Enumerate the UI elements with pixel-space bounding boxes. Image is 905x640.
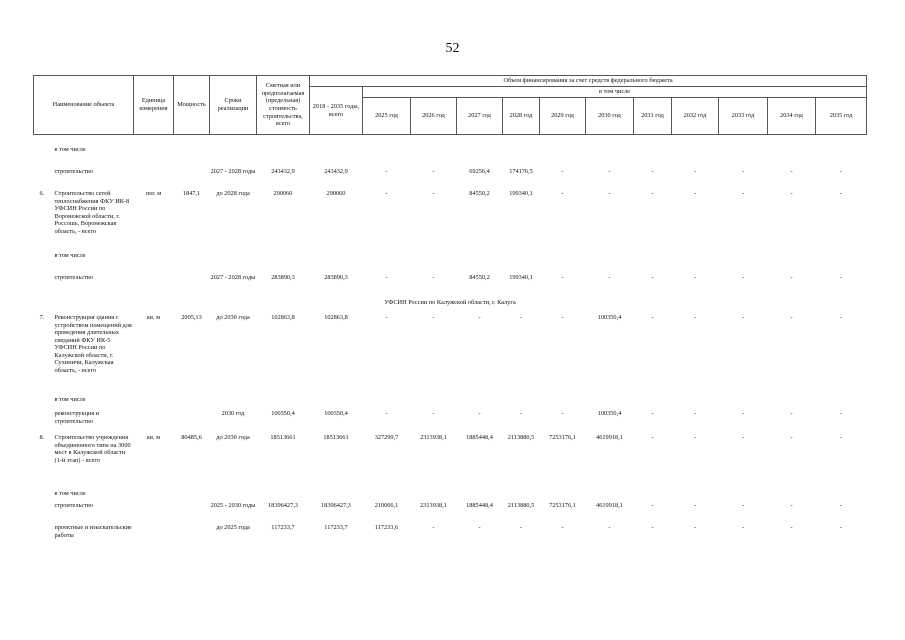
row-number-cell [34,251,54,273]
table-row [34,313,867,395]
unit-cell [134,167,174,189]
row-number-cell [34,409,54,433]
year-value-cell: - [519,410,523,417]
col-header-year: 2026 год [411,98,457,135]
year-value-cell: - [693,434,697,441]
year-value-cell: 199340,1 [509,190,533,197]
section-row [34,295,867,313]
row-name-cell: в том числе [54,490,86,497]
year-value-cell: - [840,274,843,281]
row-number-cell [34,523,54,545]
year-value-cell: - [432,314,435,321]
year-value-cell: - [561,524,564,531]
cost-cell: 283890,3 [271,274,295,281]
capacity-cell: 1847,1 [182,190,201,197]
year-value-cell: 2113880,5 [507,434,535,441]
year-value-cell: 2313938,1 [420,434,447,441]
year-value-cell: 199340,1 [509,274,533,281]
year-value-cell: 2313938,1 [420,502,447,509]
note-row [34,395,867,409]
year-value-cell: 210066,1 [374,502,399,509]
row-number-cell [34,145,54,167]
year-value-cell: - [840,410,843,417]
year-value-cell: - [741,168,745,175]
col-header-year: 2032 год [672,98,719,135]
col-header-period: Сроки реализации [210,76,257,135]
year-value-cell: - [790,502,793,509]
row-name-cell: строительство [54,502,93,509]
capacity-cell: 2005,13 [181,314,202,321]
year-value-cell: 84550,2 [469,190,490,197]
year-value-cell: - [608,190,611,197]
period-cell: 2025 - 2030 годы [210,502,256,509]
year-value-cell: 1885448,4 [466,434,493,441]
year-value-cell: - [840,168,843,175]
year-value-cell: - [741,502,745,509]
table-row [34,167,867,189]
col-header-cost: Сметная или предполагаемая (предельная) стоимость строительства, всего [257,76,310,135]
empty-cell [134,251,867,273]
col-header-year: 2025 год [363,98,411,135]
col-header-year: 2033 год [719,98,768,135]
year-value-cell: - [432,190,435,197]
year-value-cell: - [790,274,793,281]
period-cell: 2027 - 2028 годы [210,274,256,281]
unit-cell: кв. м [146,314,161,321]
year-value-cell: - [693,314,697,321]
note-row [34,145,867,167]
year-value-cell: - [790,168,793,175]
note-row [34,251,867,273]
row-name-cell: Строительство сетей теплоснабжения ФКУ ИК-8 УФСИН России по Воронежской области, г. Россошь, Воронежская область, - всего [54,190,130,235]
period-cell: 2030 год [221,410,245,417]
year-value-cell: - [519,314,523,321]
col-header-total: 2018 - 2035 годы, всего [310,87,363,135]
year-value-cell: - [840,434,843,441]
col-header-year: 2034 год [768,98,816,135]
row-name-cell: в том числе [54,396,86,403]
year-value-cell: - [651,410,654,417]
row-name-cell: строительство [54,274,93,281]
capacity-cell [174,273,210,295]
year-value-cell: 2113880,5 [507,502,535,509]
row-name-cell: в том числе [54,252,86,259]
capacity-cell: 80485,6 [181,434,202,441]
cost-cell: 102863,8 [271,314,295,321]
unit-cell [134,523,174,545]
page-number: 52 [445,41,460,56]
year-value-cell: - [840,314,843,321]
year-value-cell: - [651,314,654,321]
col-header-year: 2035 год [816,98,867,135]
row-number-cell: 6. [39,190,45,197]
col-header-funding: Объем финансирования за счет средств федерального бюджета [310,76,867,87]
row-number-cell [34,395,54,409]
year-value-cell: - [790,314,793,321]
year-value-cell: - [608,274,611,281]
year-value-cell: 4619918,1 [596,434,623,441]
col-header-unit: Единица измерения [134,76,174,135]
table-row [34,523,867,545]
year-value-cell: - [651,190,654,197]
year-value-cell: - [478,524,481,531]
col-header-including: в том числе [363,87,867,98]
row-name-cell: в том числе [54,146,86,153]
year-value-cell: 69256,4 [469,168,490,175]
year-value-cell: - [693,410,697,417]
year-value-cell: - [561,410,564,417]
year-value-cell: - [432,410,435,417]
col-header-year: 2028 год [503,98,540,135]
year-value-cell: 100350,4 [597,314,622,321]
year-value-cell: - [790,410,793,417]
table-row [34,189,867,251]
year-value-cell: 4619918,1 [596,502,623,509]
row-name-cell: строительство [54,168,93,175]
year-value-cell: - [693,524,697,531]
total-cell: 100350,4 [324,410,348,417]
cost-cell: 18513661 [270,434,296,441]
year-value-cell: - [561,274,564,281]
capacity-cell [174,523,210,545]
col-header-capacity: Мощность [174,76,210,135]
year-value-cell: - [790,524,793,531]
year-value-cell: - [651,434,654,441]
table-row [34,409,867,433]
cost-cell: 243432,9 [271,168,295,175]
unit-cell: кв. м [146,434,161,441]
year-value-cell: - [385,190,388,197]
col-header-year: 2030 год [586,98,634,135]
note-row [34,489,867,501]
col-header-year: 2031 год [634,98,672,135]
funding-table [33,75,867,545]
cost-cell: 290060 [273,190,293,197]
unit-cell [134,501,174,523]
year-value-cell: - [741,274,745,281]
year-value-cell: - [651,502,654,509]
period-cell: до 2028 года [216,190,250,197]
total-cell: 290060 [326,190,346,197]
total-cell: 18513661 [323,434,349,441]
year-value-cell: - [432,524,435,531]
year-value-cell: - [693,274,697,281]
table-row [34,273,867,295]
row-name-cell: Реконструкция здания с устройством помещений для проведения длительных свиданий ФКУ ИК-5 УФСИН России по Калужской области, г. Сухиничи, Калужская область, - всего [54,314,132,374]
period-cell: до 2030 года [216,314,250,321]
year-value-cell: - [385,314,388,321]
cost-cell: 117233,7 [271,524,295,531]
capacity-cell [174,167,210,189]
year-value-cell: 117233,6 [374,524,399,531]
capacity-cell [174,501,210,523]
year-value-cell: - [385,168,388,175]
total-cell: 243432,9 [324,168,348,175]
year-value-cell: - [840,524,843,531]
year-value-cell: - [561,190,564,197]
year-value-cell: - [608,524,611,531]
empty-cell [134,145,867,167]
total-cell: 283890,3 [324,274,348,281]
year-value-cell: - [561,168,564,175]
total-cell: 117233,7 [324,524,348,531]
year-value-cell: - [790,434,793,441]
year-value-cell: - [651,168,654,175]
row-number-cell [34,501,54,523]
unit-cell [134,409,174,433]
empty-cell [134,395,867,409]
row-number-cell [34,273,54,295]
year-value-cell: - [693,190,697,197]
row-number-cell [34,489,54,501]
year-value-cell: - [741,314,745,321]
row-number-cell: 8. [39,434,45,441]
capacity-cell [174,409,210,433]
year-value-cell: - [478,410,481,417]
year-value-cell: - [840,190,843,197]
year-value-cell: - [693,168,697,175]
year-value-cell: - [432,274,435,281]
year-value-cell: - [790,190,793,197]
table-body [34,135,867,546]
col-header-name: Наименование объекта [34,76,134,135]
year-value-cell: - [840,502,843,509]
cost-cell: 18396427,3 [268,502,298,509]
empty-cell [134,489,867,501]
year-value-cell: - [432,168,435,175]
year-value-cell: 327299,7 [374,434,399,441]
unit-cell: пог. м [145,190,162,197]
year-value-cell: 174176,5 [509,168,533,175]
year-value-cell: - [651,524,654,531]
year-value-cell: - [519,524,523,531]
row-name-cell: проектные и изыскательские работы [54,524,132,539]
period-cell: до 2025 года [216,524,250,531]
year-value-cell: 1885448,4 [466,502,493,509]
unit-cell [134,273,174,295]
year-value-cell: - [741,434,745,441]
year-value-cell: - [385,410,388,417]
year-value-cell: - [741,410,745,417]
row-name-cell: Строительство учреждения объединенного типа на 3000 мест в Калужской области (1-й этап) - всего [54,434,131,464]
year-value-cell: - [385,274,388,281]
year-value-cell: 7253176,1 [549,502,576,509]
row-number-cell [34,167,54,189]
table-row [34,433,867,489]
year-value-cell: - [478,314,481,321]
year-value-cell: 7253176,1 [549,434,576,441]
total-cell: 102863,8 [324,314,348,321]
total-cell: 18396427,3 [321,502,351,509]
year-value-cell: - [693,502,697,509]
year-value-cell: - [608,168,611,175]
period-cell: до 2030 года [216,434,250,441]
table-row [34,501,867,523]
row-number-cell: 7. [39,314,45,321]
year-value-cell: - [561,314,564,321]
year-value-cell: - [651,274,654,281]
year-value-cell: 84550,2 [469,274,490,281]
cost-cell: 100350,4 [271,410,295,417]
period-cell: 2027 - 2028 годы [210,168,256,175]
col-header-year: 2029 год [540,98,586,135]
year-value-cell: - [741,190,745,197]
row-name-cell: реконструкция и строительство [54,410,100,425]
col-header-year: 2027 год [457,98,503,135]
year-value-cell: 100350,4 [597,410,622,417]
section-title: УФСИН России по Калужской области, г. Калуга [384,299,516,306]
year-value-cell: - [741,524,745,531]
